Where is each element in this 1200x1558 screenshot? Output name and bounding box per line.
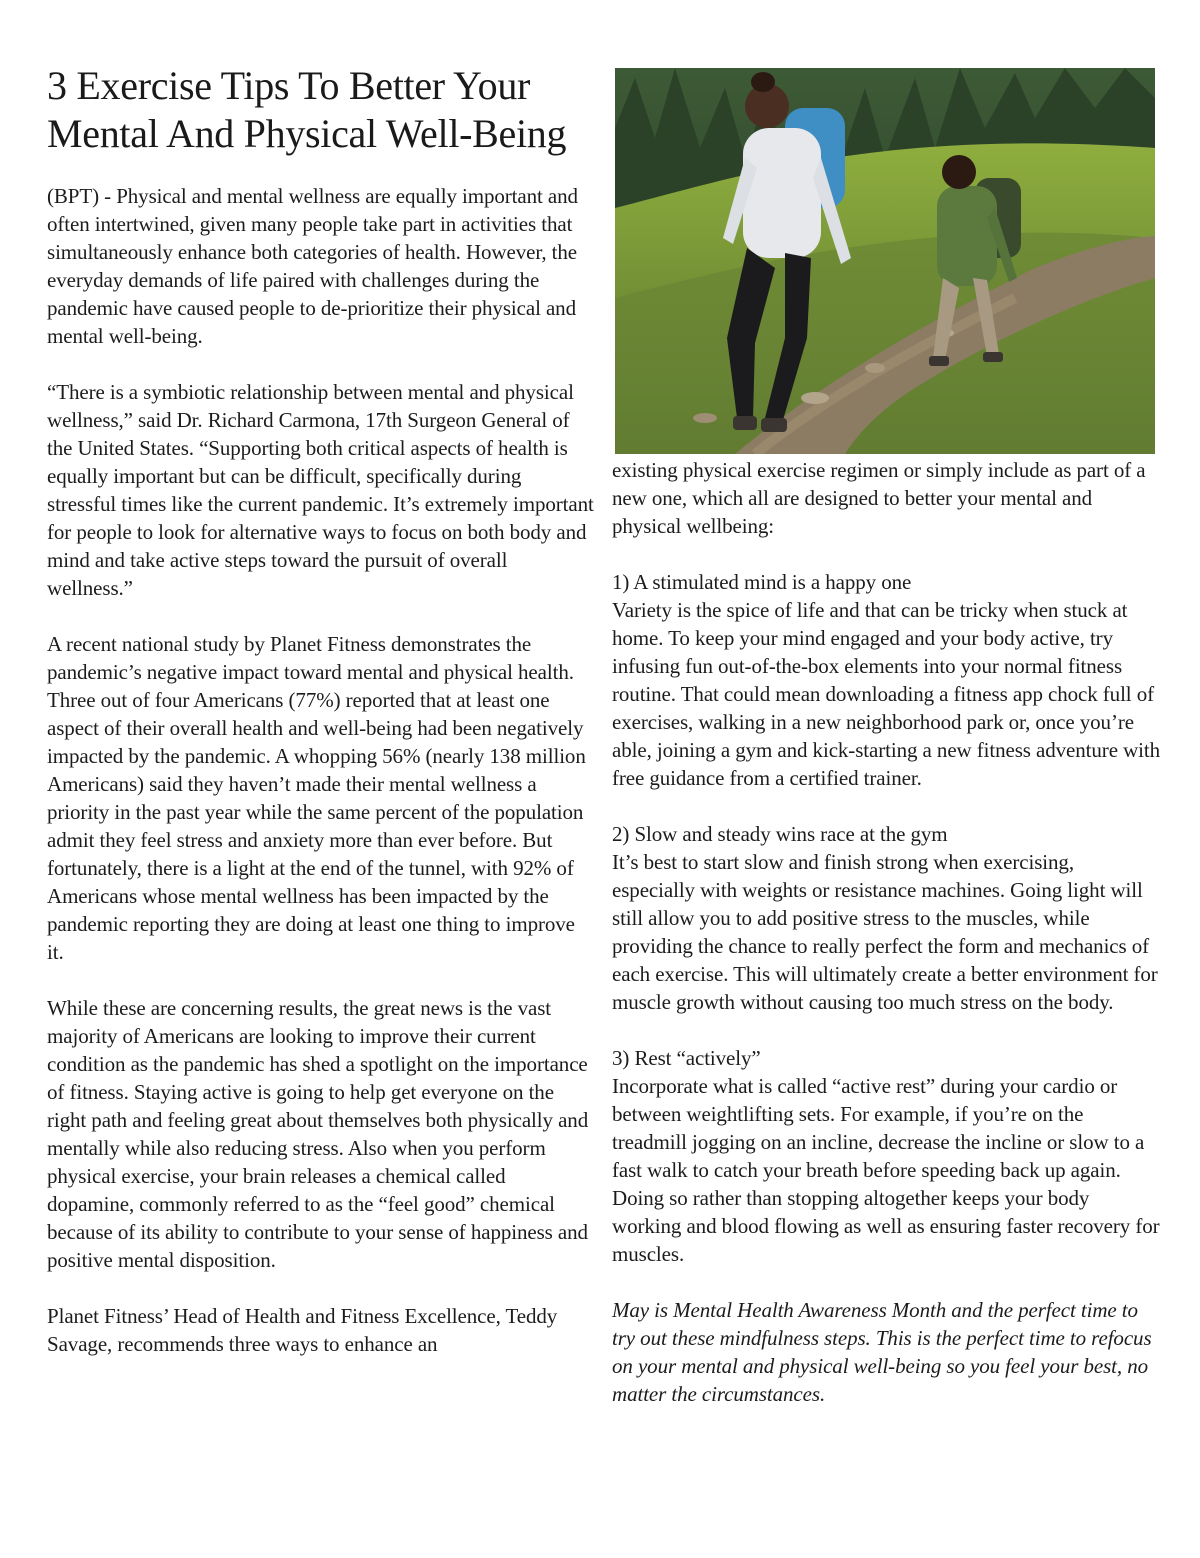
title-line-2: Mental And Physical Well-Being xyxy=(47,111,567,156)
tip-2-heading: 2) Slow and steady wins race at the gym xyxy=(612,822,948,846)
article-title xyxy=(47,62,595,158)
results-paragraph: While these are concerning results, the great news is the vast majority of Americans are looking to improve their current condition as the pandemic has shed a spotlight on the importance of fitness. Staying active is going to help get everyone on the right path and feeling great about themselves both physically and mentally while also reducing stress. Also when you perform physical exercise, your brain releases a chemical called dopamine, commonly referred to as the “feel good” chemical because of its ability to contribute to your sense of happiness and positive mental disposition. xyxy=(47,996,589,1272)
hikers-photo-icon xyxy=(615,68,1155,454)
intro-paragraph: (BPT) - Physical and mental wellness are equally important and often intertwined, given many people take part in activities that simultaneously enhance both categories of health. However, the everyday demands of life paired with challenges during the pandemic have caused people to de-prioritize their physical and mental well-being. xyxy=(47,184,578,348)
left-column xyxy=(47,62,595,1358)
tip-2-body: It’s best to start slow and finish strong when exercising, especially with weights or resistance machines. Going light will still allow you to add positive stress to the muscles, while providing the chance to really perfect the form and mechanics of each exercise. This will ultimately create a better environment for muscle growth without causing too much stress on the body. xyxy=(612,850,1158,1014)
continuation-paragraph: existing physical exercise regimen or simply include as part of a new one, which all are designed to better your mental and physical wellbeing: xyxy=(612,458,1146,538)
tip-3-body: Incorporate what is called “active rest” during your cardio or between weightlifting sets. For example, if you’re on the treadmill jogging on an incline, decrease the incline or slow to a fast walk to catch your breath before speeding back up again. Doing so rather than stopping altogether keeps your body working and blood flowing as well as ensuring faster recovery for muscles. xyxy=(612,1074,1160,1266)
recommendation-paragraph: Planet Fitness’ Head of Health and Fitness Excellence, Teddy Savage, recommends three ways to enhance an xyxy=(47,1304,558,1356)
right-column xyxy=(612,68,1160,1408)
closing-italic-paragraph: May is Mental Health Awareness Month and the perfect time to try out these mindfulness steps. This is the perfect time to refocus on your mental and physical well-being so you feel your best, no matter the circumstances. xyxy=(612,1298,1152,1406)
title-line-1: 3 Exercise Tips To Better Your xyxy=(47,63,531,108)
quote-paragraph: “There is a symbiotic relationship between mental and physical wellness,” said Dr. Richard Carmona, 17th Surgeon General of the United States. “Supporting both critical aspects of health is equally important but can be difficult, specifically during stressful times like the current pandemic. It’s extremely important for people to look for alternative ways to focus on both body and mind and take active steps toward the pursuit of overall wellness.” xyxy=(47,380,594,600)
tip-1-body: Variety is the spice of life and that can be tricky when stuck at home. To keep your mind engaged and your body active, try infusing fun out-of-the-box elements into your normal fitness routine. That could mean downloading a fitness app chock full of exercises, walking in a new neighborhood park or, once you’re able, joining a gym and kick-starting a new fitness adventure with free guidance from a certified trainer. xyxy=(612,598,1161,790)
tip-3-heading: 3) Rest “actively” xyxy=(612,1046,761,1070)
tip-1-heading: 1) A stimulated mind is a happy one xyxy=(612,570,912,594)
study-paragraph: A recent national study by Planet Fitness demonstrates the pandemic’s negative impact toward mental and physical health. Three out of four Americans (77%) reported that at least one aspect of their overall health and well-being had been negatively impacted by the pandemic. A whopping 56% (nearly 138 million Americans) said they haven’t made their mental wellness a priority in the past year while the same percent of the population admit they feel stress and anxiety more than ever before. But fortunately, there is a light at the end of the tunnel, with 92% of Americans whose mental wellness has been impacted by the pandemic reporting they are doing at least one thing to improve it. xyxy=(47,632,586,964)
